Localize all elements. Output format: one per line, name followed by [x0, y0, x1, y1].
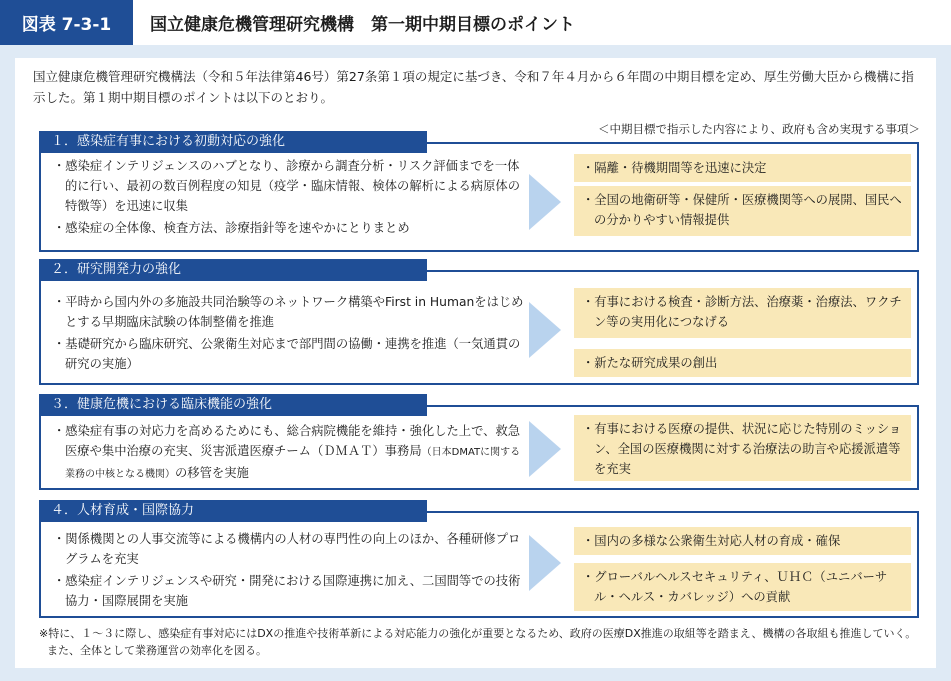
section-4 [39, 511, 919, 618]
section-3 [39, 405, 919, 490]
section-2-bullet-2: ・基礎研究から臨床研究、公衆衛生対応まで部門間の協働・連携を推進（一気通貫の研究の実施） [53, 337, 521, 371]
section-4-arrow-icon [529, 535, 561, 591]
section-1-arrow-icon [529, 174, 561, 230]
section-4-result-1: ・国内の多様な公衆衛生対応人材の育成・確保 [574, 527, 911, 555]
section-4-bullet-1: ・関係機関との人事交流等による機構内の人材の専門性の向上のほか、各種研修プログラムを充実 [53, 532, 521, 566]
section-2-title: ２．研究開発力の強化 [39, 259, 427, 281]
section-3-bullet-main: ・感染症有事の対応力を高めるためにも、総合病院機能を維持・強化した上で、救急医療や集中治療の充実、災害派遣医療チーム（ＤＭＡＴ）事務局 [53, 424, 521, 458]
header-bar [0, 0, 951, 45]
section-3-dmat-note: （日本DMATに関する業務の中核となる機関） [65, 447, 521, 480]
section-2-arrow-icon [529, 302, 561, 358]
footnote: ※特に、１～３に際し、感染症有事対応にはDXの推進や技術革新による対応能力の強化が重要となるため、政府の医療DX推進の取組等を踏まえ、機構の各取組も推進していく。また、全体として業務運営の効率化を図る。 [39, 627, 917, 657]
results-column-note: ＜中期目標で指示した内容により、政府も含め実現する事項＞ [598, 122, 920, 136]
section-4-title: ４．人材育成・国際協力 [39, 500, 427, 522]
section-1-bullet-1: ・感染症インテリジェンスのハブとなり、診療から調査分析・リスク評価までを一体的に行い、最初の数百例程度の知見（疫学・臨床情報、検体の解析による病原体の特徴等）を迅速に収集 [53, 159, 520, 213]
section-1-result-1: ・隔離・待機期間等を迅速に決定 [574, 154, 911, 182]
section-2-bullets [53, 292, 525, 374]
section-3-bullet-end: の移管を実施 [175, 466, 249, 480]
section-2-result-2: ・新たな研究成果の創出 [574, 349, 911, 377]
section-1-title: １．感染症有事における初動対応の強化 [39, 131, 427, 153]
section-2 [39, 270, 919, 385]
section-2-bullet-1: ・平時から国内外の多施設共同治験等のネットワーク構築やFirst in Humanをはじめとする早期臨床試験の体制整備を推進 [53, 295, 524, 329]
content-panel [15, 58, 936, 668]
section-1-result-2: ・全国の地衛研等・保健所・医療機関等への展開、国民への分かりやすい情報提供 [574, 186, 911, 236]
section-3-bullets [53, 421, 525, 485]
section-4-bullets [53, 529, 525, 611]
section-1-bullet-2: ・感染症の全体像、検査方法、診療指針等を速やかにとりまとめ [53, 221, 410, 235]
figure-label: 図表 7-3-1 [0, 0, 133, 45]
section-4-result-2: ・グローバルヘルスセキュリティ、ＵＨＣ（ユニバーサル・ヘルス・カバレッジ）への貢献 [574, 563, 911, 611]
section-4-bullet-2: ・感染症インテリジェンスや研究・開発における国際連携に加え、二国間等での技術協力・国際展開を実施 [53, 574, 521, 608]
section-3-result-1: ・有事における医療の提供、状況に応じた特別のミッション、全国の医療機関に対する治療法の助言や応援派遣等を充実 [574, 415, 911, 481]
figure-title: 国立健康危機管理研究機構 第一期中期目標のポイント [150, 15, 575, 35]
section-3-title: ３．健康危機における臨床機能の強化 [39, 394, 427, 416]
section-1-bullets [53, 156, 525, 238]
section-2-result-1: ・有事における検査・診断方法、治療薬・治療法、ワクチン等の実用化につなげる [574, 288, 911, 338]
intro-text: 国立健康危機管理研究機構法（令和５年法律第46号）第27条第１項の規定に基づき、令和７年４月から６年間の中期目標を定め、厚生労働大臣から機構に指示した。第１期中期目標のポイントは以下のとおり。 [33, 69, 914, 105]
section-3-bullet-1 [53, 421, 525, 485]
section-3-arrow-icon [529, 421, 561, 477]
section-1 [39, 142, 919, 252]
